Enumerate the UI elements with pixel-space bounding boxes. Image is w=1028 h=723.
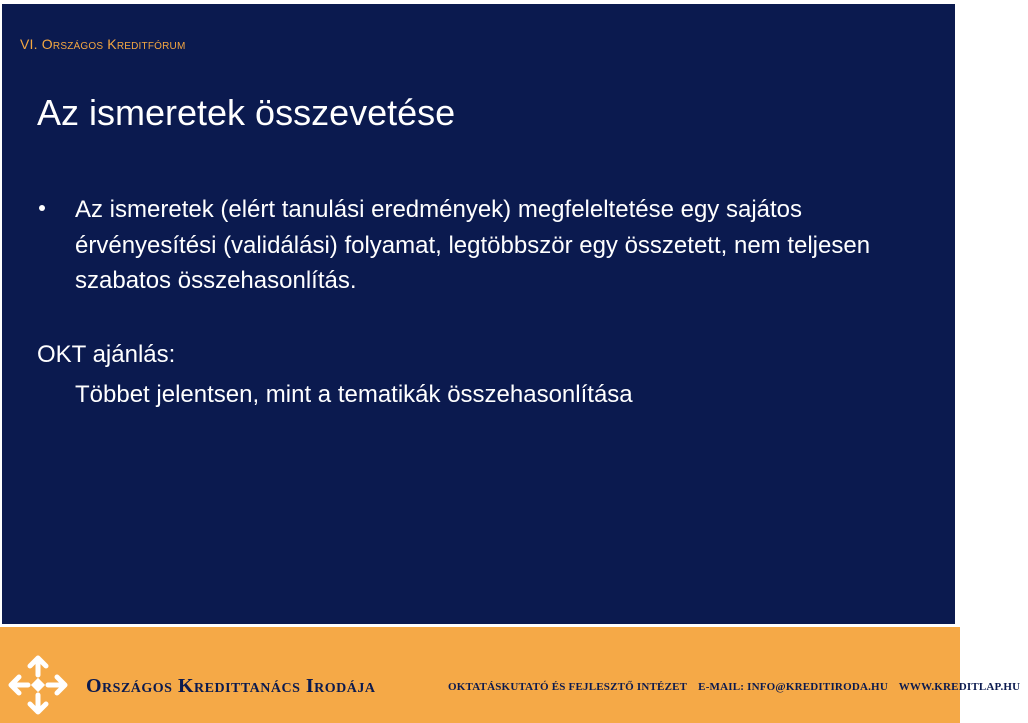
bullet-text: Az ismeretek (elért tanulási eredmények) megfeleltetése egy sajátos érvényesítési (validálási) folyamat, legtöbbször egy összetett, nem teljesen szabatos összehasonlítás. (75, 196, 871, 294)
footer-organization: Országos Kredittanács Irodája (86, 675, 376, 697)
top-label: VI. Országos Kreditfórum (20, 36, 186, 52)
bullet-dot-icon (39, 205, 45, 211)
footer-email[interactable]: E-MAIL: INFO@KREDITIRODA.HU (698, 681, 888, 693)
slide-title: Az ismeretek összevetése (37, 92, 456, 133)
four-arrows-compass-icon (6, 653, 70, 717)
footer-contact (448, 681, 1028, 693)
footer-institute: OKTATÁSKUTATÓ ÉS FEJLESZTŐ INTÉZET (448, 681, 688, 693)
footer-website[interactable]: WWW.KREDITLAP.HU (898, 681, 1021, 693)
okt-text: Többet jelentsen, mint a tematikák összehasonlítása (75, 381, 633, 408)
okt-heading: OKT ajánlás: (37, 341, 176, 368)
main-panel (2, 4, 955, 624)
footer (0, 627, 1021, 723)
